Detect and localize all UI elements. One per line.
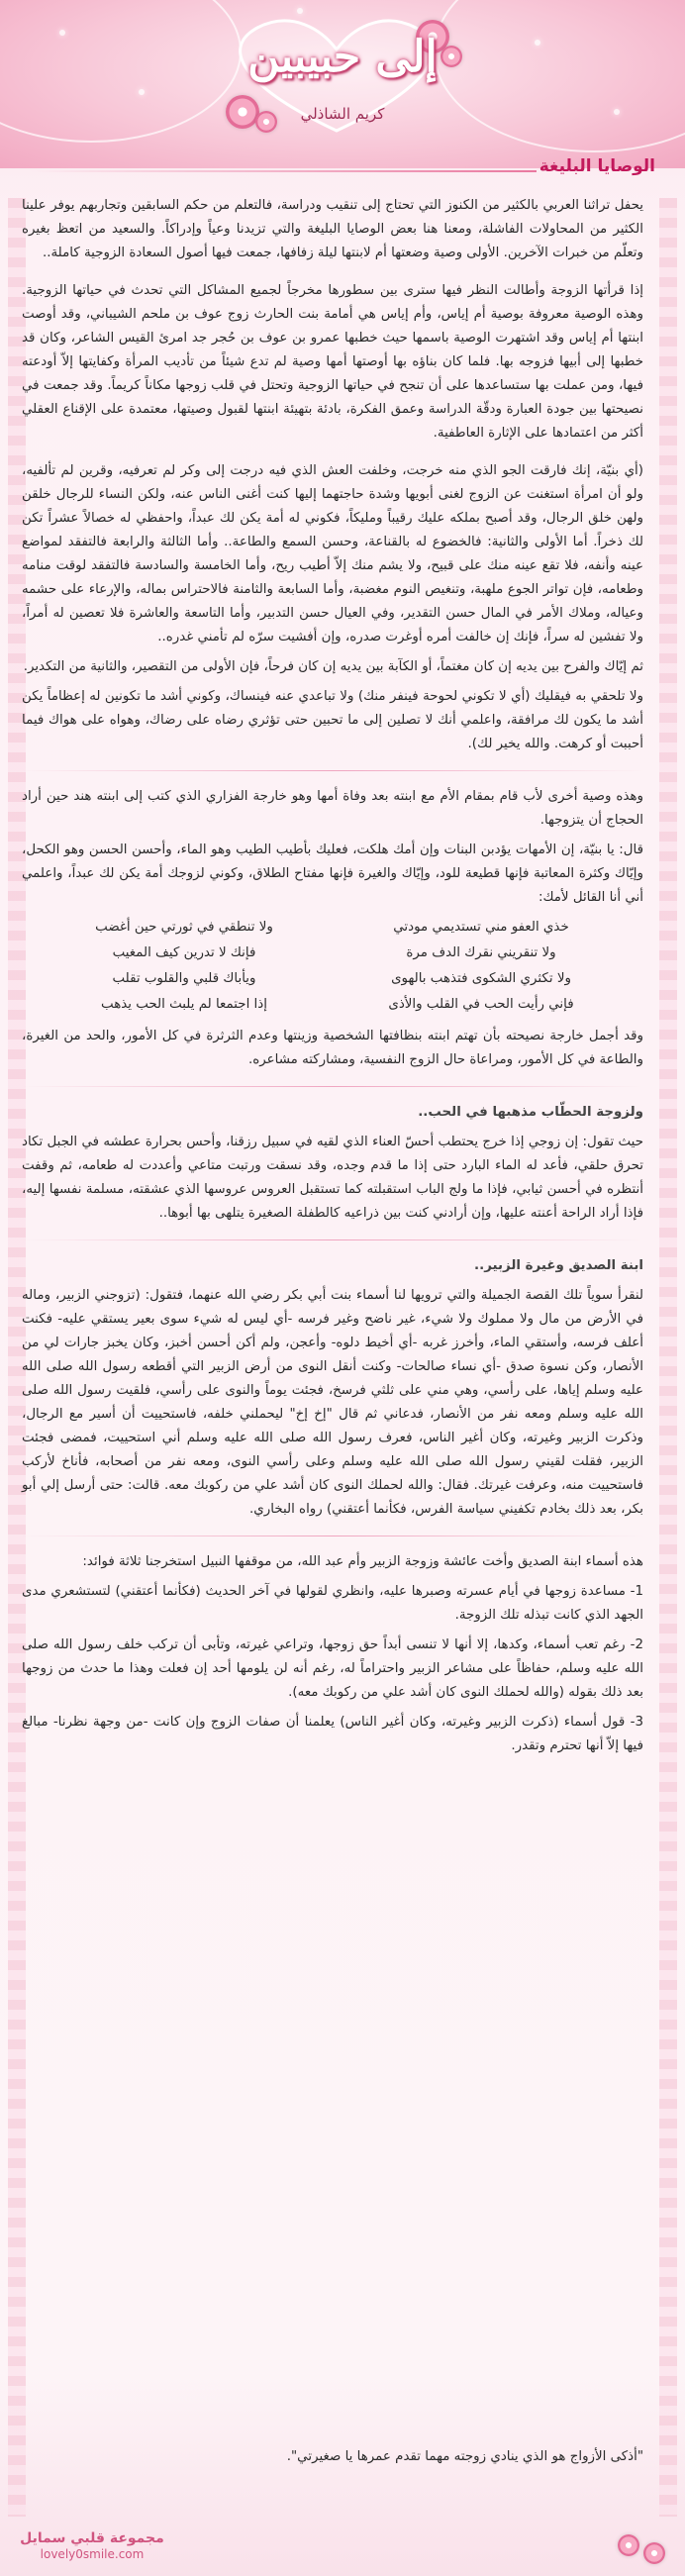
article-title: الوصايا البليغة [538, 156, 655, 176]
paragraph: ثم إيّاك والفرح بين يديه إن كان مغتماً، أو الكآبة بين يديه إن كان فرحاً، فإن الأولى من التقصير، والثانية من التكدير. [23, 659, 643, 674]
paragraph: يحفل تراثنا العربي بالكثير من الكنوز التي تحتاج إلى تنقيب ودراسة، فالتعلم من حكم السابقين وتجاربهم يوفر علينا الكثير من المحاولات الفاشلة، ومعنا هنا بعض الوصايا البليغة والتي تزيدنا وعياً وإدراكاً. والسعيد من اتعظ بغيره وتعلّم من خبرات الآخرين. الأولى وصية وضعتها أم لابنتها ليلة زفافها، جمعت فيها أصول السعادة الزوجية كاملة.. [22, 198, 643, 260]
site-title: إلى حبيبين [247, 32, 438, 82]
paragraph: حيث تقول: إن زوجي إذا خرج يحتطب أحسّ العناء الذي لقيه في سبيل رزقنا، وأحس بحرارة عطشه في الجبل تكاد تحرق حلقي، فأعد له الماء البارد حتى إذا ما قدم وجده، وقد نسقت ورتبت متاعي وأعددت له طعامه، ثم وقفت أنتظره في أحسن ثيابي، فإذا ما ولج الباب استقبلته كما تستقبل العروس عروسها الذي عشقته، مسلمة نفسها إليه، فإذا أراد الراحة أعنته عليها، وإن أرادني كنت بين ذراعيه كالطفلة الصغيرة يتلهى بها أبوها.. [22, 1135, 643, 1221]
closing-quote: "أذكى الأزواج هو الذي ينادي زوجته مهما تقدم عمرها يا صغيرتي". [286, 2449, 643, 2464]
list-item: 2- رغم تعب أسماء، وكدها، إلا أنها لا تنسى أبداً حق زوجها، وتراعي غيرته، وتأبى أن تركب خلف رسول الله صلى الله عليه وسلم، حفاظاً على مشاعر الزبير واحتراماً له، رغم أنه لن يلومها أحد إن فعلت وهذا ما حدث من زوجها بعد ذلك بقوله (والله لحملك النوى كان أشد علي من ركوبك معه). [22, 1637, 643, 1700]
paragraph: ولا تلحقي به فيقليك (أي لا تكوني لحوحة فينفر منك) ولا تباعدي عنه فينساك، وكوني أشد ما تكونين له إعظاماً يكن أشد ما يكون لك مرافقة، واعلمي أنك لا تصلين إلى ما تحبين حتى تؤثري رضاه على رضاك، وهواه على هواك فيما أحببت أو كرهت. والله يخير لك). [22, 689, 643, 751]
poem-line: فإنك لا تدرين كيف المغيب [112, 945, 256, 960]
poem-line: ويأباك قلبي والقلوب تقلب [112, 971, 256, 986]
poem-line: إذا اجتمعا لم يلبث الحب يذهب [101, 997, 267, 1012]
article-title-bar [30, 150, 655, 184]
poem-line: ولا تكثري الشكوى فتذهب بالهوى [391, 971, 571, 986]
list-item: 3- قول أسماء (ذكرت الزبير وغيرته، وكان أغير الناس) يعلمنا أن صفات الزوج وإن كانت -من وجهة نظرنا- مبالغ فيها إلاّ أنها تحترم وتقدر. [22, 1715, 643, 1753]
paragraph: وقد أجمل خارجة نصيحته بأن تهتم ابنته بنظافتها الشخصية وزينتها وعدم الثرثرة في كل الأمور، والحد من الغيرة، والطاعة في كل الأمور، ومراعاة حال الزوج النفسية، ومشاركته مشاعره. [22, 1029, 643, 1067]
poem-line: ولا تنطقي في ثورتي حين أغضب [95, 920, 273, 935]
site-watermark [18, 2530, 166, 2562]
header-banner [0, 0, 685, 168]
sparkle [139, 89, 145, 95]
title-divider [30, 170, 537, 172]
paragraph: هذه أسماء ابنة الصديق وأخت عائشة وزوجة الزبير وأم عبد الله، من موقفها النبيل استخرجنا ثلاثة فوائد: [82, 1554, 643, 1569]
paragraph: قال: يا بنيّة، إن الأمهات يؤدبن البنات وإن أمك هلكت، فعليك بأطيب الطيب وهو الماء، وأحسن الحسن وهو الكحل، وإيّاك وكثرة المعاتبة فإنها قطيعة للود، وإيّاك والغيرة فإنها مفتاح الطلاق، وكوني لزوجك أمة يكن لك عبداً، واعلمي أني أنا القائل لأمك: [22, 842, 643, 905]
poem-line: خذي العفو مني تستديمي مودتي [393, 920, 569, 935]
paragraph: لنقرأ سوياً تلك القصة الجميلة والتي ترويها لنا أسماء بنت أبي بكر رضي الله عنهما، فتقول: (تزوجني الزبير، وماله في الأرض من مال ولا مملوك ولا شيء، غير ناضح وغير فرسه -أي ليس له شيء سوى بعير يستقي عليه- فكنت أعلف فرسه، وأستقي الماء، وأخرز غربه -أي أخيط دلوه- وأعجن، ولم أكن أحسن أخبز، وكان يخبز جارات لي من الأنصار، وكن نسوة صدق -أي نساء صالحات- وكنت أنقل النوى من أرض الزبير التي أقطعه رسول الله صلى الله عليه وسلم إياها، على رأسي، وهي مني على ثلثي فرسخ، فجئت يوماً والنوى على رأسي، فلقيت رسول الله صلى الله عليه وسلم ومعه نفر من الأنصار، فدعاني ثم قال "إخ إخ" ليحملني خلفه، فاستحييت أن أسير مع الرجال، وذكرت الزبير وغيرته، وكان أغير الناس، فعرف رسول الله صلى الله عليه وسلم أني استحييت، فمضى فجئت الزبير، فقلت لقيني رسول الله صلى الله عليه وسلم وعلى رأسي النوى، ومعه نفر من أصحابه، فأناخ لأركب فاستحييت منه، وعرفت غيرتك. فقال: والله لحملك النوى كان أشد علي من ركوبك معه. قالت: حتى أرسل إلي أبو بكر، بعد ذلك بخادم تكفيني سياسة الفرس، فكأنما أعتقني) رواه البخاري. [22, 1288, 643, 1517]
author-name: كريم الشاذلي [300, 105, 385, 123]
bottom-decoration [586, 2525, 665, 2564]
right-decorative-stripe [659, 198, 677, 2517]
poem-line: ولا تنقريني نقرك الدف مرة [406, 945, 556, 960]
paragraph: (أي بنيّة، إنك فارقت الجو الذي منه خرجت، وخلفت العش الذي فيه درجت إلى وكر لم تعرفيه، وقرين لم تألفيه، ولو أن امرأة استغنت عن الزوج لغنى أبويها وشدة حاجتهما إليها كنت أغنى الناس عنه، ولكن النساء للرجال خلقن ولهن خلق الرجال، وقد أصبح بملكه عليك رقيباً ومليكاً، فكوني له أمة يكن لك عبداً، واحفظي له خصالاً عشراً تكن لك ذخراً. أما الأولى والثانية: فالخضوع له بالقناعة، وحسن السمع والطاعة.. وأما الثالثة والرابعة فالتفقد لمواضع عينه وأنفه، فلا تقع عينه منك على قبيح، ولا يشم منك إلاّ أطيب ريح، وأما الخامسة والسادسة فالتفقد لوقت منامه وطعامه، فإن تواتر الجوع ملهبة، وتنغيص النوم مغضبة، وأما السابعة والثامنة فالاحتراس بماله، والإرعاء على حشمه وعياله، وملاك الأمر في المال حسن التقدير، وفي العيال حسن التدبير، وأما التاسعة والعاشرة فلا تعصين له أمراً، ولا تفشين له سراً، فإنك إن خالفت أمره أوغرت صدره، وإن أفشيت سرّه لم تأمني غدره.. [22, 463, 643, 644]
flower-icon [618, 2534, 639, 2556]
list-item: 1- مساعدة زوجها في أيام عسرته وصبرها عليه، وانظري لقولها في آخر الحديث (فكأنما أعتقني) لتستشعري مدى الجهد الذي كانت تبذله تلك الزوجة. [22, 1584, 643, 1623]
paragraph: وهذه وصية أخرى لأب قام بمقام الأم مع ابنته بعد وفاة أمها وهو خارجة الفزاري الذي كتب إلى ابنته هند حين أراد الحجاج أن يتزوجها. [22, 789, 643, 828]
poem-line: فإني رأيت الحب في القلب والأذى [388, 997, 574, 1012]
section-divider [22, 1086, 643, 1087]
section-heading: ولزوجة الحطّاب مذهبها في الحب.. [418, 1105, 643, 1120]
paragraph: إذا قرأتها الزوجة وأطالت النظر فيها سترى بين سطورها مخرجاً لجميع المشاكل التي تحدث في حياتها الزوجية. وهذه الوصية معروفة بوصية أم إياس، وأم إياس هي أمامة بنت الحارث زوج عوف بن ملحم الشيباني، وقد أوصت ابنتها أم إياس وقد اشتهرت الوصية باسمها حيث خطبها عمرو بن عوف بن حُجر جد امرئ القيس الشاعر، وكان قد خطبها إلى أبيها فزوجه بها. فلما كان بناؤه بها أوصتها أمها وصية لم تدع شيئاً من تأديب المرأة وكفايتها إلاّ أودعته فيها، ومن عملت بها ستساعدها على أن تنجح في حياتها الزوجية وتحتل في قلب زوجها مكاناً كريماً. وقد جمعت في نصيحتها بين جودة العبارة ودقّة الدراسة وعمق الفكرة، بادئة بتهيئة ابنتها لقبول وصيتها، معتمدة على الإقناع العقلي أكثر من اعتمادها على الإثارة العاطفية. [22, 283, 643, 441]
section-divider [22, 770, 643, 771]
watermark-url: lovely0smile.com [40, 2547, 145, 2561]
section-divider [22, 1239, 643, 1240]
flower-icon [643, 2542, 665, 2564]
section-heading: ابنة الصديق وغيرة الزبير.. [474, 1258, 643, 1273]
watermark-name: مجموعة قلبي سمايل [20, 2530, 164, 2546]
poem [55, 916, 610, 1017]
article-body [22, 194, 643, 1764]
